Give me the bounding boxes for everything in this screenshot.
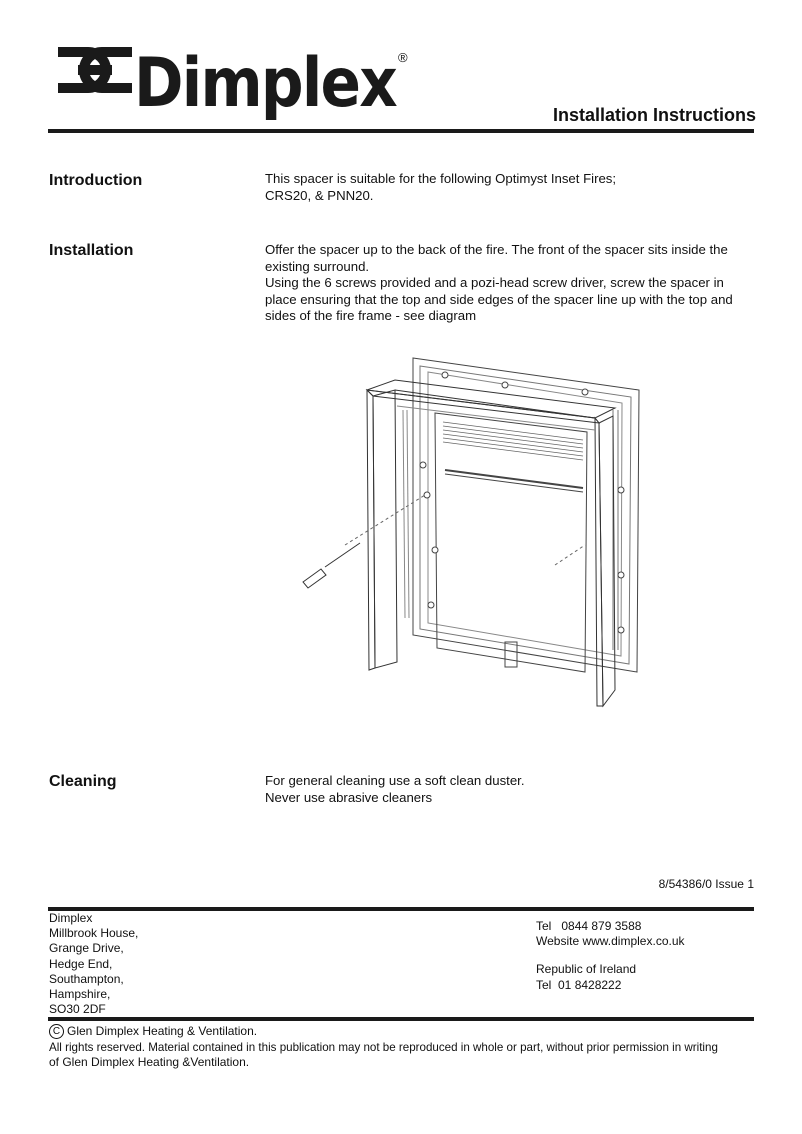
address-line: Hampshire, [49,987,111,1002]
website: Website www.dimplex.co.uk [536,934,685,949]
address-line: Hedge End, [49,956,113,971]
text-line: place ensuring that the top and side edges of the spacer line up with the top and [265,291,733,307]
spacer-installation-diagram [295,350,645,720]
address-line: SO30 2DF [49,1002,106,1017]
address-line: Grange Drive, [49,941,124,956]
cleaning-heading: Cleaning [49,773,117,790]
copyright-holder: Glen Dimplex Heating & Ventilation. [67,1024,258,1038]
brand-wordmark: Dimplex [134,46,397,123]
copyright-line: of Glen Dimplex Heating &Ventilation. [49,1055,250,1069]
company-address [49,911,138,1017]
installation-heading: Installation [49,242,134,259]
copyright-line: All rights reserved. Material contained in this publication may not be reproduced in whole or part, without prior permission in writing [49,1040,718,1054]
introduction-text [265,171,755,204]
dimplex-logo [52,46,402,126]
text-line: CRS20, & PNN20. [265,187,374,203]
contact-details [536,919,685,993]
copyright-notice [49,1024,755,1071]
footer-rule-bottom [48,1017,754,1021]
dimplex-symbol-icon [58,52,132,88]
screw-icons [420,372,624,633]
roi-heading: Republic of Ireland [536,962,637,977]
header-rule [48,129,754,133]
uk-telephone: Tel 0844 879 3588 [536,919,642,933]
text-line: This spacer is suitable for the following Optimyst Inset Fires; [265,171,617,186]
introduction-heading: Introduction [49,172,143,189]
text-line: Offer the spacer up to the back of the fire. The front of the spacer sits inside the [265,242,728,257]
copyright-icon: C [49,1024,64,1039]
text-line: sides of the fire frame - see diagram [265,308,477,324]
text-line: For general cleaning use a soft clean duster. [265,773,525,788]
address-line: Millbrook House, [49,926,139,941]
footer-rule-top [48,907,754,911]
text-line: existing surround. [265,258,370,274]
text-line: Never use abrasive cleaners [265,789,433,805]
document-reference: 8/54386/0 Issue 1 [658,877,754,891]
document-title: Installation Instructions [553,105,757,125]
registered-mark: ® [398,50,408,65]
guide-lines [345,495,585,565]
installation-text [265,242,755,325]
cleaning-text [265,773,755,806]
roi-telephone: Tel 01 8428222 [536,977,622,992]
text-line: Using the 6 screws provided and a pozi-head screw driver, screw the spacer in [265,275,724,291]
screwdriver-icon [303,543,360,588]
address-line: Dimplex [49,911,93,925]
address-line: Southampton, [49,971,124,986]
fire-panel [435,413,587,672]
